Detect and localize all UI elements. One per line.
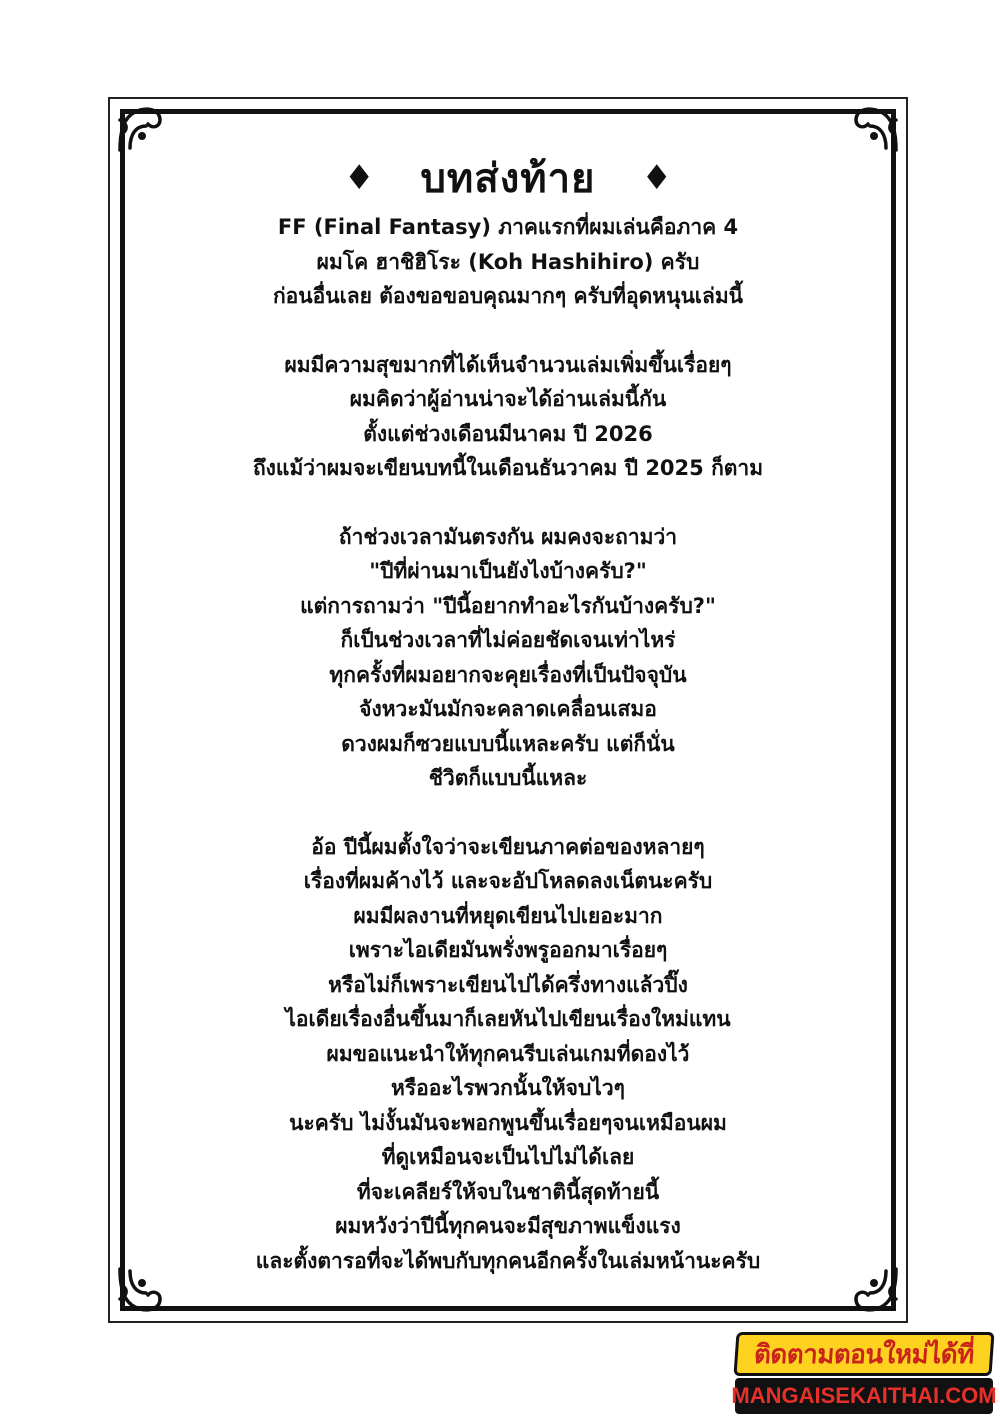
diamond-icon-left: ♦ bbox=[344, 158, 375, 198]
text-line: ก่อนอื่นเลย ต้องขอขอบคุณมากๆ ครับที่อุดหนุนเล่มนี้ bbox=[272, 284, 744, 308]
text-line: นะครับ ไม่งั้นมันจะพอกพูนขึ้นเรื่อยๆจนเหมือนผม bbox=[289, 1110, 727, 1135]
afterword-body bbox=[140, 210, 876, 1278]
text-line: ก็เป็นช่วงเวลาที่ไม่ค่อยชัดเจนเท่าไหร่ bbox=[340, 628, 676, 652]
text-line: เรื่องที่ผมค้างไว้ และจะอัปโหลดลงเน็ตนะครับ bbox=[303, 869, 713, 893]
paragraph-3 bbox=[140, 520, 876, 796]
site-watermark-badge[interactable] bbox=[731, 1332, 997, 1416]
text-line: ชีวิตก็แบบนี้แหละ bbox=[428, 766, 588, 790]
text-line: FF (Final Fantasy) ภาคแรกที่ผมเล่นคือภาค 4 bbox=[277, 215, 739, 239]
text-line: ผมขอแนะนำให้ทุกคนรีบเล่นเกมที่ดองไว้ bbox=[326, 1041, 690, 1066]
text-line: "ปีที่ผ่านมาเป็นยังไงบ้างครับ?" bbox=[369, 559, 647, 583]
text-line: เพราะไอเดียมันพรั่งพรูออกมาเรื่อยๆ bbox=[348, 938, 668, 962]
paragraph-1 bbox=[140, 210, 876, 314]
text-line: ดวงผมก็ซวยแบบนี้แหละครับ แต่ก็นั่น bbox=[341, 731, 675, 756]
text-line: ผมโค ฮาชิฮิโระ (Koh Hashihiro) ครับ bbox=[316, 249, 700, 274]
text-line: หรืออะไรพวกนั้นให้จบไวๆ bbox=[391, 1076, 625, 1100]
text-line: ถึงแม้ว่าผมจะเขียนบทนี้ในเดือนธันวาคม ปี 2025 ก็ตาม bbox=[252, 456, 764, 480]
diamond-icon-right: ♦ bbox=[641, 158, 672, 198]
text-line: จังหวะมันมักจะคลาดเคลื่อนเสมอ bbox=[359, 697, 657, 721]
text-line: ที่จะเคลียร์ให้จบในชาตินี้สุดท้ายนี้ bbox=[356, 1179, 660, 1204]
paragraph-spacer bbox=[140, 314, 876, 348]
text-line: ผมมีผลงานที่หยุดเขียนไปเยอะมาก bbox=[353, 903, 663, 928]
title-row bbox=[120, 148, 896, 208]
watermark-follow-text: ติดตามตอนใหม่ได้ที่ bbox=[733, 1332, 994, 1376]
watermark-site-url[interactable]: MANGAISEKAITHAI.COM bbox=[735, 1378, 993, 1414]
text-line: ตั้งแต่ช่วงเดือนมีนาคม ปี 2026 bbox=[363, 421, 653, 446]
text-line: และตั้งตารอที่จะได้พบกับทุกคนอีกครั้งในเล่มหน้านะครับ bbox=[255, 1248, 761, 1273]
text-line: แต่การถามว่า "ปีนี้อยากทำอะไรกันบ้างครับ?" bbox=[300, 593, 716, 618]
text-line: ผมคิดว่าผู้อ่านน่าจะได้อ่านเล่มนี้กัน bbox=[349, 387, 667, 411]
paragraph-4 bbox=[140, 830, 876, 1279]
text-line: ทุกครั้งที่ผมอยากจะคุยเรื่องที่เป็นปัจจุบัน bbox=[329, 662, 687, 687]
paragraph-spacer bbox=[140, 486, 876, 520]
text-line: ผมหวังว่าปีนี้ทุกคนจะมีสุขภาพแข็งแรง bbox=[335, 1214, 681, 1238]
text-line: ที่ดูเหมือนจะเป็นไปไม่ได้เลย bbox=[381, 1145, 635, 1169]
text-line: อ้อ ปีนี้ผมตั้งใจว่าจะเขียนภาคต่อของหลายๆ bbox=[311, 834, 705, 859]
page-title: บทส่งท้าย bbox=[420, 156, 596, 202]
paragraph-2 bbox=[140, 348, 876, 486]
paragraph-spacer bbox=[140, 796, 876, 830]
text-line: หรือไม่ก็เพราะเขียนไปได้ครึ่งทางแล้วปิ๊ง bbox=[328, 972, 688, 997]
text-line: ไอเดียเรื่องอื่นขึ้นมาก็เลยหันไปเขียนเรื่องใหม่แทน bbox=[285, 1007, 731, 1031]
text-line: ถ้าช่วงเวลามันตรงกัน ผมคงจะถามว่า bbox=[338, 524, 678, 549]
text-line: ผมมีความสุขมากที่ได้เห็นจำนวนเล่มเพิ่มขึ้นเรื่อยๆ bbox=[284, 352, 732, 377]
